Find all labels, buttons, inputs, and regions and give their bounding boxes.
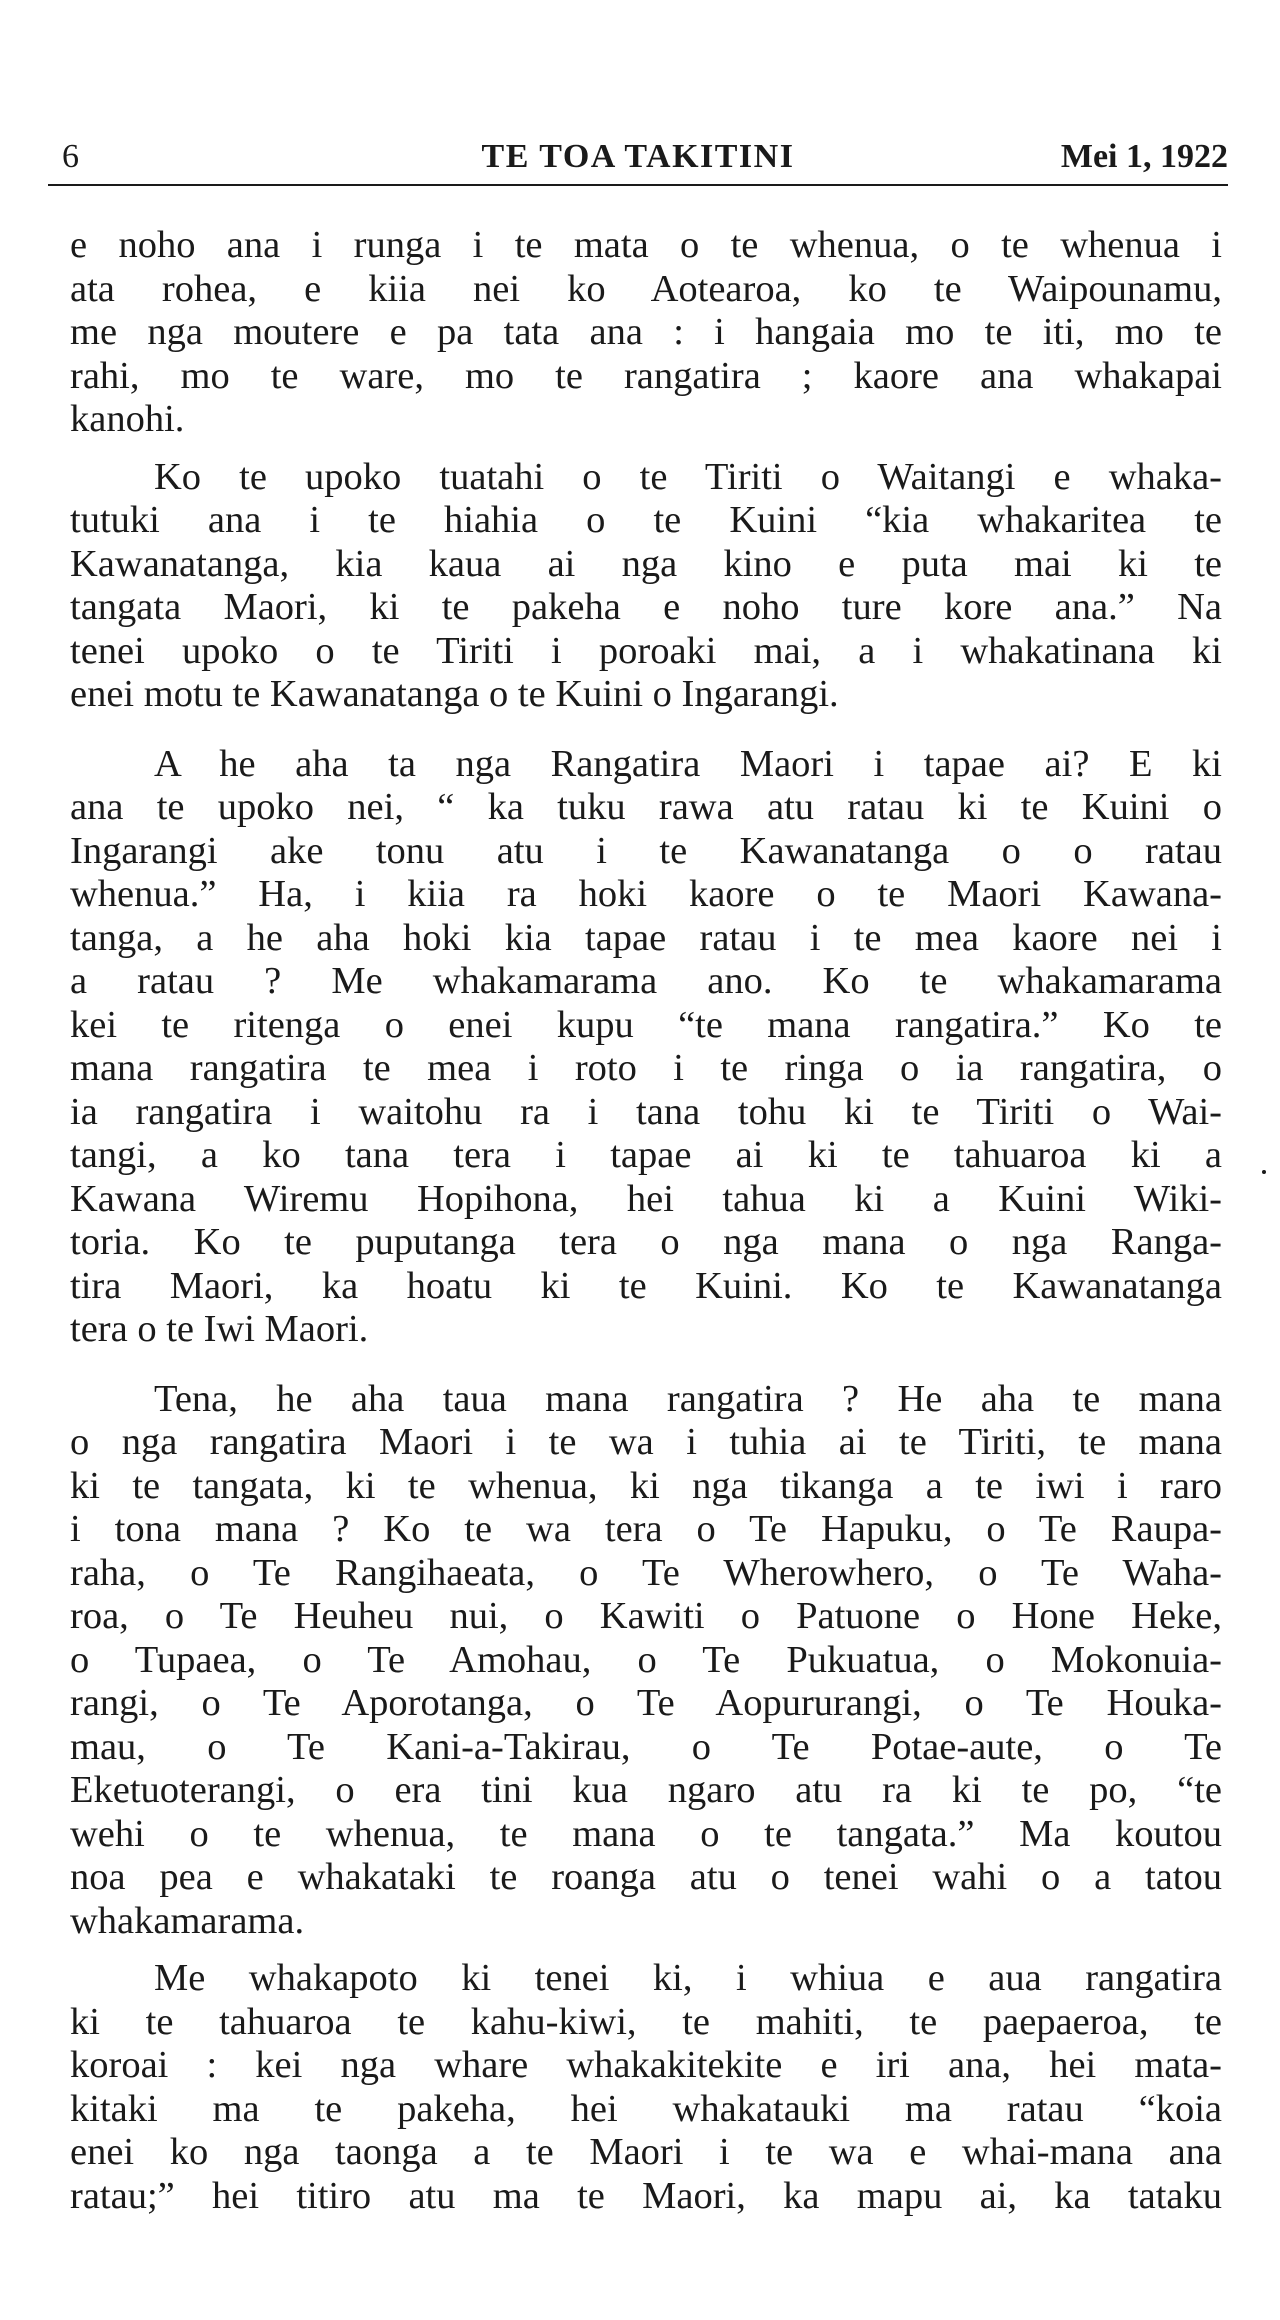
text-line: A he aha ta nga Rangatira Maori i tapae ai? E ki — [154, 742, 1222, 785]
text-line: ki te tangata, ki te whenua, ki nga tikanga a te iwi i raro — [70, 1464, 1222, 1507]
text-line: raha, o Te Rangihaeata, o Te Wherowhero, o Te Waha- — [70, 1551, 1222, 1594]
text-line: rahi, mo te ware, mo te rangatira ; kaore ana whakapai — [70, 354, 1222, 397]
text-line: ki te tahuaroa te kahu-kiwi, te mahiti, te paepaeroa, te — [70, 2000, 1222, 2043]
text-line: kei te ritenga o enei kupu “te mana rangatira.” Ko te — [70, 1003, 1222, 1046]
text-line: roa, o Te Heuheu nui, o Kawiti o Patuone o Hone Heke, — [70, 1595, 1222, 1637]
article-body — [70, 224, 1222, 2244]
text-line: i tona mana ? Ko te wa tera o Te Hapuku, o Te Raupa- — [70, 1508, 1222, 1550]
text-line: koroai : kei nga whare whakakitekite e iri ana, hei mata- — [70, 2044, 1222, 2086]
text-line: rangi, o Te Aporotanga, o Te Aopururangi, o Te Houka- — [70, 1682, 1222, 1724]
paragraph-5 — [70, 1957, 1222, 2218]
text-line: whenua.” Ha, i kiia ra hoki kaore o te Maori Kawana- — [70, 873, 1222, 915]
text-line: kanohi. — [70, 398, 185, 440]
text-line: tangi, a ko tana tera i tapae ai ki te tahuaroa ki a — [70, 1134, 1222, 1176]
text-line: me nga moutere e pa tata ana : i hangaia mo te iti, mo te — [70, 311, 1222, 353]
text-line: Tena, he aha taua mana rangatira ? He aha te mana — [154, 1377, 1222, 1420]
text-line: tera o te Iwi Maori. — [70, 1308, 369, 1350]
paragraph-3 — [70, 743, 1222, 1352]
text-line: e noho ana i runga i te mata o te whenua, o te whenua i — [70, 224, 1222, 266]
page-number: 6 — [62, 138, 79, 175]
text-line: kitaki ma te pakeha, hei whakatauki ma ratau “koia — [70, 2087, 1222, 2130]
text-line: ata rohea, e kiia nei ko Aotearoa, ko te Waipounamu, — [70, 267, 1222, 310]
issue-date: Mei 1, 1922 — [1060, 138, 1228, 175]
publication-title: TE TOA TAKITINI — [481, 138, 795, 175]
paragraph-4 — [70, 1378, 1222, 1944]
text-line: tenei upoko o te Tiriti i poroaki mai, a i whakatinana ki — [70, 629, 1222, 672]
text-line: tira Maori, ka hoatu ki te Kuini. Ko te Kawanatanga — [70, 1264, 1222, 1307]
text-line: enei motu te Kawanatanga o te Kuini o Ingarangi. — [70, 673, 839, 715]
text-line: ia rangatira i waitohu ra i tana tohu ki te Tiriti o Wai- — [70, 1090, 1222, 1133]
text-line: Kawanatanga, kia kaua ai nga kino e puta mai ki te — [70, 542, 1222, 585]
text-line: tanga, a he aha hoki kia tapae ratau i te mea kaore nei i — [70, 916, 1222, 959]
text-line: Ko te upoko tuatahi o te Tiriti o Waitangi e whaka- — [154, 455, 1222, 498]
running-header — [48, 134, 1228, 186]
text-line: Ingarangi ake tonu atu i te Kawanatanga o o ratau — [70, 829, 1222, 872]
text-line: Me whakapoto ki tenei ki, i whiua e aua rangatira — [154, 1957, 1222, 1999]
paragraph-1 — [70, 224, 1222, 442]
text-line: noa pea e whakataki te roanga atu o tenei wahi o a tatou — [70, 1856, 1222, 1898]
text-line: mana rangatira te mea i roto i te ringa o ia rangatira, o — [70, 1047, 1222, 1089]
paragraph-2 — [70, 456, 1222, 717]
text-line: o nga rangatira Maori i te wa i tuhia ai te Tiriti, te mana — [70, 1421, 1222, 1463]
margin-dot — [1262, 1170, 1266, 1174]
text-line: ana te upoko nei, “ ka tuku rawa atu ratau ki te Kuini o — [70, 786, 1222, 828]
text-line: wehi o te whenua, te mana o te tangata.” Ma koutou — [70, 1812, 1222, 1855]
text-line: whakamarama. — [70, 1899, 305, 1942]
text-line: o Tupaea, o Te Amohau, o Te Pukuatua, o Mokonuia- — [70, 1638, 1222, 1681]
text-line: Eketuoterangi, o era tini kua ngaro atu ra ki te po, “te — [70, 1769, 1222, 1811]
text-line: tutuki ana i te hiahia o te Kuini “kia whakaritea te — [70, 499, 1222, 541]
text-line: mau, o Te Kani-a-Takirau, o Te Potae-aute, o Te — [70, 1725, 1222, 1768]
text-line: a ratau ? Me whakamarama ano. Ko te whakamarama — [70, 960, 1222, 1002]
text-line: toria. Ko te puputanga tera o nga mana o nga Ranga- — [70, 1221, 1222, 1263]
text-line: tangata Maori, ki te pakeha e noho ture kore ana.” Na — [70, 586, 1222, 628]
text-line: ratau;” hei titiro atu ma te Maori, ka mapu ai, ka tataku — [70, 2174, 1222, 2217]
text-line: enei ko nga taonga a te Maori i te wa e whai-mana ana — [70, 2131, 1222, 2173]
text-line: Kawana Wiremu Hopihona, hei tahua ki a Kuini Wiki- — [70, 1177, 1222, 1220]
